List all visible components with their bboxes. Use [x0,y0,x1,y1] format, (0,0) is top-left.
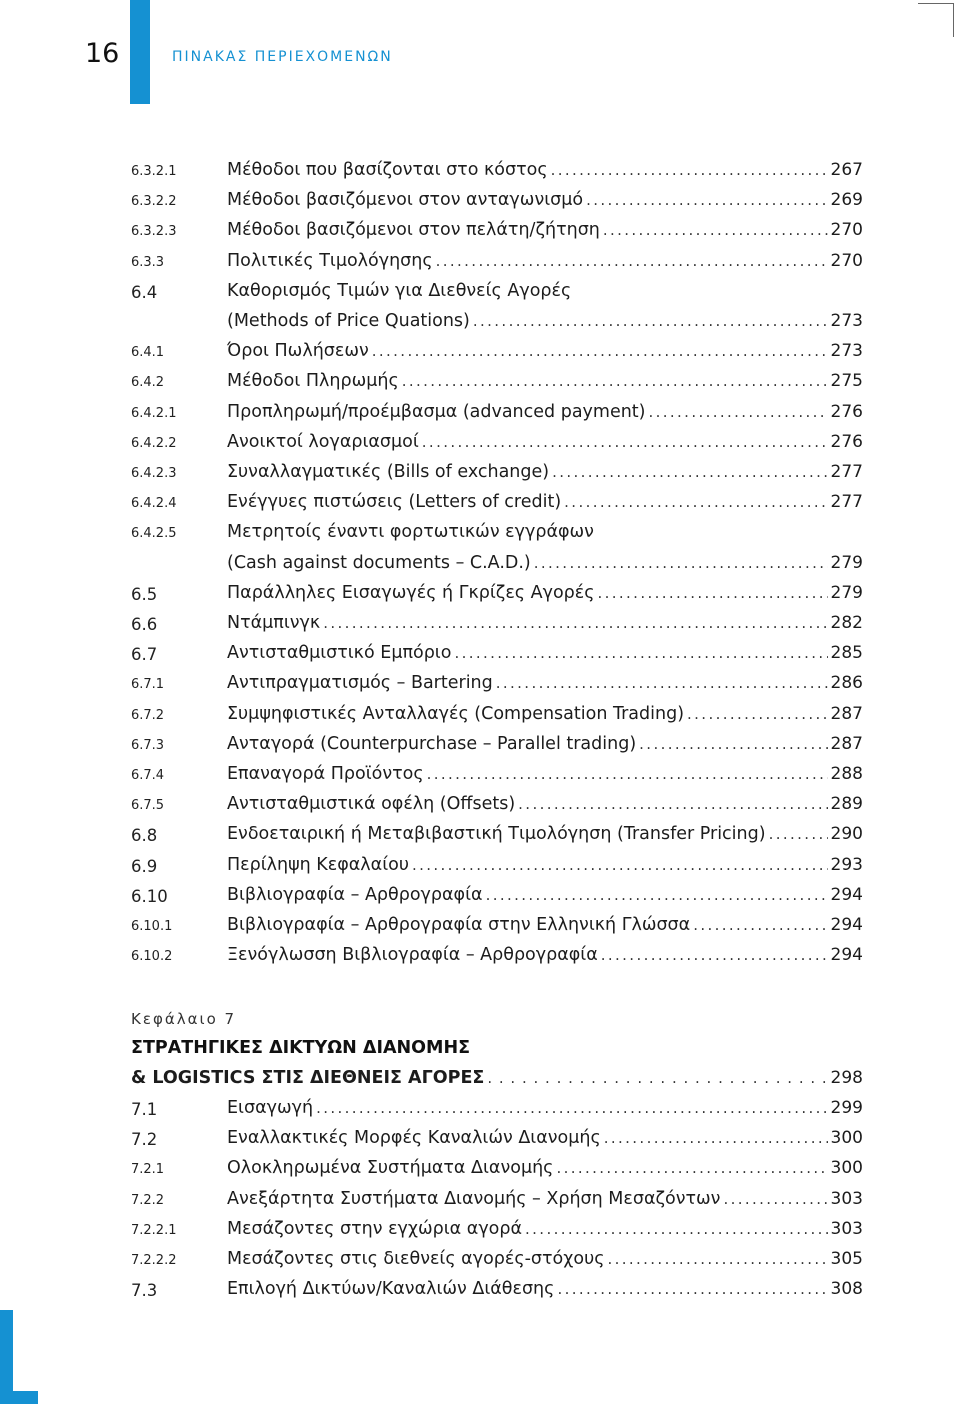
dot-leader [649,403,828,421]
dot-leader [316,1099,827,1117]
toc-entry-page: 300 [830,1158,863,1179]
toc-entry-number: 6.3.2.2 [131,194,177,210]
dot-leader [486,886,828,904]
toc-entry[interactable] [0,188,960,218]
toc-entry-number: 6.3.3 [131,254,165,270]
dot-leader [564,493,827,511]
toc-entry[interactable] [0,309,960,339]
toc-entry-title: Ανοικτοί λογαριασμοί [227,431,419,452]
toc-entry-page: 276 [830,431,863,452]
dot-leader [436,252,828,270]
toc-entry-number: 6.8 [131,826,158,846]
toc-entry-page: 286 [830,673,863,694]
toc-entry-title: (Cash against documents – C.A.D.) [227,552,531,573]
toc-entry-title: Εισαγωγή [227,1098,314,1118]
toc-entry-title: Επιλογή Δικτύων/Καναλιών Διάθεσης [227,1279,555,1300]
toc-entry-number: 6.4 [131,282,158,302]
toc-entry-number: 6.6 [131,615,158,634]
toc-entry[interactable] [0,1187,960,1217]
toc-entry[interactable] [0,1217,960,1247]
toc-entry-page: 289 [830,794,863,815]
dot-leader [723,1190,827,1208]
toc-entry-title: Ανταγορά (Counterpurchase – Parallel trading) [227,733,637,754]
toc-entry-title: Πολιτικές Τιμολόγησης [227,250,433,271]
toc-entry-title: Ενέγγυες πιστώσεις (Letters of credit) [227,492,562,513]
dot-leader [557,1280,827,1298]
toc-entry-title: Αντισταθμιστικά οφέλη (Offsets) [227,794,516,815]
toc-entry-page: 303 [830,1218,863,1239]
toc-entry[interactable] [0,702,960,732]
toc-entry-number: 6.4.2.1 [131,405,177,421]
dot-leader [586,191,827,209]
toc-entry[interactable] [0,1096,960,1126]
toc-entry[interactable] [0,490,960,520]
toc-entry-title: Συμψηφιστικές Ανταλλαγές (Compensation Trading) [227,703,685,724]
toc-entry[interactable] [0,581,960,611]
dot-leader [687,705,828,723]
toc-entry-title: Ανεξάρτητα Συστήματα Διανομής – Χρήση Μεσαζόντων [227,1188,721,1209]
toc-entry[interactable] [0,460,960,490]
toc-entry-number: 6.7.5 [131,798,165,814]
toc-entry-page: 287 [830,703,863,724]
chapter-label: Κεφάλαιο 7 [131,1010,237,1028]
dot-leader [534,554,828,572]
dot-leader [496,674,828,692]
toc-entry[interactable] [0,279,960,309]
toc-entry-title: Ενδοεταιρική ή Μεταβιβαστική Τιμολόγηση (Transfer Pricing) [227,824,766,845]
toc-entry[interactable] [0,1277,960,1307]
toc-entry[interactable] [0,339,960,369]
toc-entry-title: Μεσάζοντες στην εγχώρια αγορά [227,1218,523,1239]
toc-entry-title: Όροι Πωλήσεων [227,341,369,362]
dot-leader [556,1159,827,1177]
toc-entry[interactable] [0,792,960,822]
toc-entry-title: Ντάμπινγκ [227,613,321,633]
toc-entry[interactable] [0,249,960,279]
toc-entry-page: 303 [830,1188,863,1209]
dot-leader [604,1129,828,1147]
toc-entry-title: Προπληρωμή/προέμβασμα (advanced payment) [227,401,646,422]
toc-entry-number: 6.4.2.3 [131,466,177,481]
toc-entry-page: 308 [830,1279,863,1300]
dot-leader [372,342,828,360]
toc-entry-page: 300 [830,1128,863,1149]
toc-entry-number: 6.10 [131,886,168,906]
toc-entry[interactable] [0,218,960,248]
toc-entry[interactable] [0,732,960,762]
toc-entry-title: Βιβλιογραφία – Αρθρογραφία [227,884,483,905]
dot-leader [402,372,828,390]
toc-entry-page: 294 [830,915,863,935]
toc-entry-page: 288 [830,764,863,784]
toc-entry-page: 267 [830,160,863,180]
dot-leader [769,825,828,843]
chapter-title-line2: & LOGISTICS ΣΤΙΣ ΔΙΕΘΝΕΙΣ ΑΓΟΡΕΣ [131,1068,485,1088]
toc-entry-number: 6.4.2.5 [131,526,177,542]
dot-leader [607,1250,827,1268]
toc-entry[interactable] [0,551,960,581]
toc-entry-page: 270 [830,250,863,271]
toc-entry-number: 7.2.2 [131,1192,165,1208]
toc-entry-number: 6.4.2.2 [131,435,177,451]
dot-leader [323,614,827,632]
toc-entry-number: 6.4.1 [131,345,165,361]
toc-entry-number: 7.2.2.1 [131,1222,177,1238]
toc-entry-title: Ξενόγλωσση Βιβλιογραφία – Αρθρογραφία [227,945,598,966]
toc-entry[interactable] [0,611,960,641]
toc-entry-number: 6.3.2.1 [131,164,177,179]
dot-leader [601,946,828,964]
toc-entry-title: Μεσάζοντες στις διεθνείς αγορές-στόχους [227,1249,605,1269]
toc-entry[interactable] [0,158,960,188]
toc-entry-number: 7.2 [131,1130,158,1150]
toc-entry-title: Καθορισμός Τιμών για Διεθνείς Αγορές [227,280,572,301]
toc-entry[interactable] [0,1247,960,1277]
toc-entry[interactable] [0,883,960,913]
dot-leader [518,795,827,813]
toc-entry-title: Βιβλιογραφία – Αρθρογραφία στην Ελληνική Γλώσσα [227,915,691,935]
dot-leader [552,463,827,481]
toc-entry-title: Ολοκληρωμένα Συστήματα Διανομής [227,1158,554,1179]
dot-leader [454,644,827,662]
toc-entry-number: 6.7.2 [131,707,165,723]
toc-entry-title: Μέθοδοι βασιζόμενοι στον πελάτη/ζήτηση [227,220,600,241]
dot-leader [487,1069,827,1087]
toc-entry-page: 294 [830,945,863,966]
dot-leader [473,312,828,330]
toc-entry-title: (Methods of Price Quations) [227,311,470,331]
toc-entry-page: 293 [830,854,863,875]
toc-entry[interactable] [0,671,960,701]
toc-entry-number: 6.4.2.4 [131,496,177,512]
toc-entry[interactable] [0,520,960,550]
toc-entry[interactable] [0,853,960,883]
chapter-title: ΣΤΡΑΤΗΓΙΚΕΣ ΔΙΚΤΥΩΝ ΔΙΑΝΟΜΗΣ [131,1038,471,1058]
toc-entry-page: 294 [830,884,863,905]
toc-entry-number: 6.9 [131,856,158,876]
toc-entry-page: 273 [830,311,863,331]
toc-entry-number: 6.5 [131,584,158,604]
dot-leader [603,221,828,239]
toc-entry-page: 299 [830,1098,863,1118]
toc-entry-title: Αντιπραγματισμός – Bartering [227,673,493,694]
toc-entry-number: 6.3.2.3 [131,224,177,240]
toc-entry-number: 6.4.2 [131,375,165,391]
toc-entry-page: 285 [830,643,863,664]
toc-entry-number: 7.1 [131,1100,158,1119]
toc-entry-page: 282 [830,613,863,633]
toc-entry-title: Παράλληλες Εισαγωγές ή Γκρίζες Αγορές [227,582,595,603]
toc-entry[interactable] [0,1156,960,1186]
dot-leader [412,856,828,874]
toc-entry-title: Μέθοδοι που βασίζονται στο κόστος [227,160,548,180]
toc-entry-page: 290 [830,824,863,845]
toc-entry-page: 279 [830,552,863,573]
toc-entry-number: 6.7.1 [131,677,165,693]
dot-leader [525,1220,828,1238]
toc-entry[interactable] [0,430,960,460]
toc-entry-title: Επαναγορά Προϊόντος [227,764,424,784]
toc-entry-page: 270 [830,220,863,241]
toc-entry-page: 276 [830,401,863,422]
toc-entry-number: 6.7.4 [131,768,165,783]
dot-leader [639,735,827,753]
toc-entry-page: 305 [830,1249,863,1269]
toc-entry-title: Εναλλακτικές Μορφές Καναλιών Διανομής [227,1128,601,1149]
toc-entry[interactable] [0,1126,960,1156]
toc-entry-number: 6.7 [131,645,158,665]
toc-entry-title: Μετρητοίς έναντι φορτωτικών εγγράφων [227,522,594,543]
toc-entry-page: 275 [830,371,863,392]
toc-entry-page: 287 [830,733,863,754]
toc-entry-number: 6.10.2 [131,949,173,965]
toc-entry[interactable] [0,641,960,671]
toc-entry-title: Αντισταθμιστικό Εμπόριο [227,643,452,664]
toc-entry-number: 7.3 [131,1281,158,1301]
toc-entry-page: 277 [830,492,863,513]
dot-leader [598,584,828,602]
dot-leader [427,765,828,783]
toc-entry-page: 279 [830,582,863,603]
dot-leader [422,433,828,451]
toc-entry-number: 7.2.1 [131,1162,165,1178]
toc-entry-page: 273 [830,341,863,362]
toc-entry-title: Συναλλαγματικές (Bills of exchange) [227,462,550,482]
chapter-title-row[interactable] [131,1068,863,1088]
toc-entry[interactable] [0,822,960,852]
toc-entry[interactable] [0,943,960,973]
toc-entry[interactable] [0,369,960,399]
toc-entry-number: 6.10.1 [131,919,173,934]
toc-entry-number: 6.7.3 [131,737,165,753]
toc-entry[interactable] [0,762,960,792]
toc-entry-page: 269 [830,190,863,211]
toc-entry-title: Μέθοδοι βασιζόμενοι στον ανταγωνισμό [227,190,584,211]
toc-entry-title: Μέθοδοι Πληρωμής [227,371,399,392]
toc-entry[interactable] [0,913,960,943]
chapter-page: 298 [830,1068,863,1088]
toc-entry[interactable] [0,400,960,430]
toc-entry-title: Περίληψη Κεφαλαίου [227,854,409,875]
dot-leader [551,161,828,179]
dot-leader [693,916,827,934]
running-head: ΠΙΝΑΚΑΣ ΠΕΡΙΕΧΟΜΕΝΩΝ [172,49,393,65]
page-number: 16 [85,38,120,69]
toc-entry-number: 7.2.2.2 [131,1253,177,1268]
toc-entry-page: 277 [830,462,863,482]
